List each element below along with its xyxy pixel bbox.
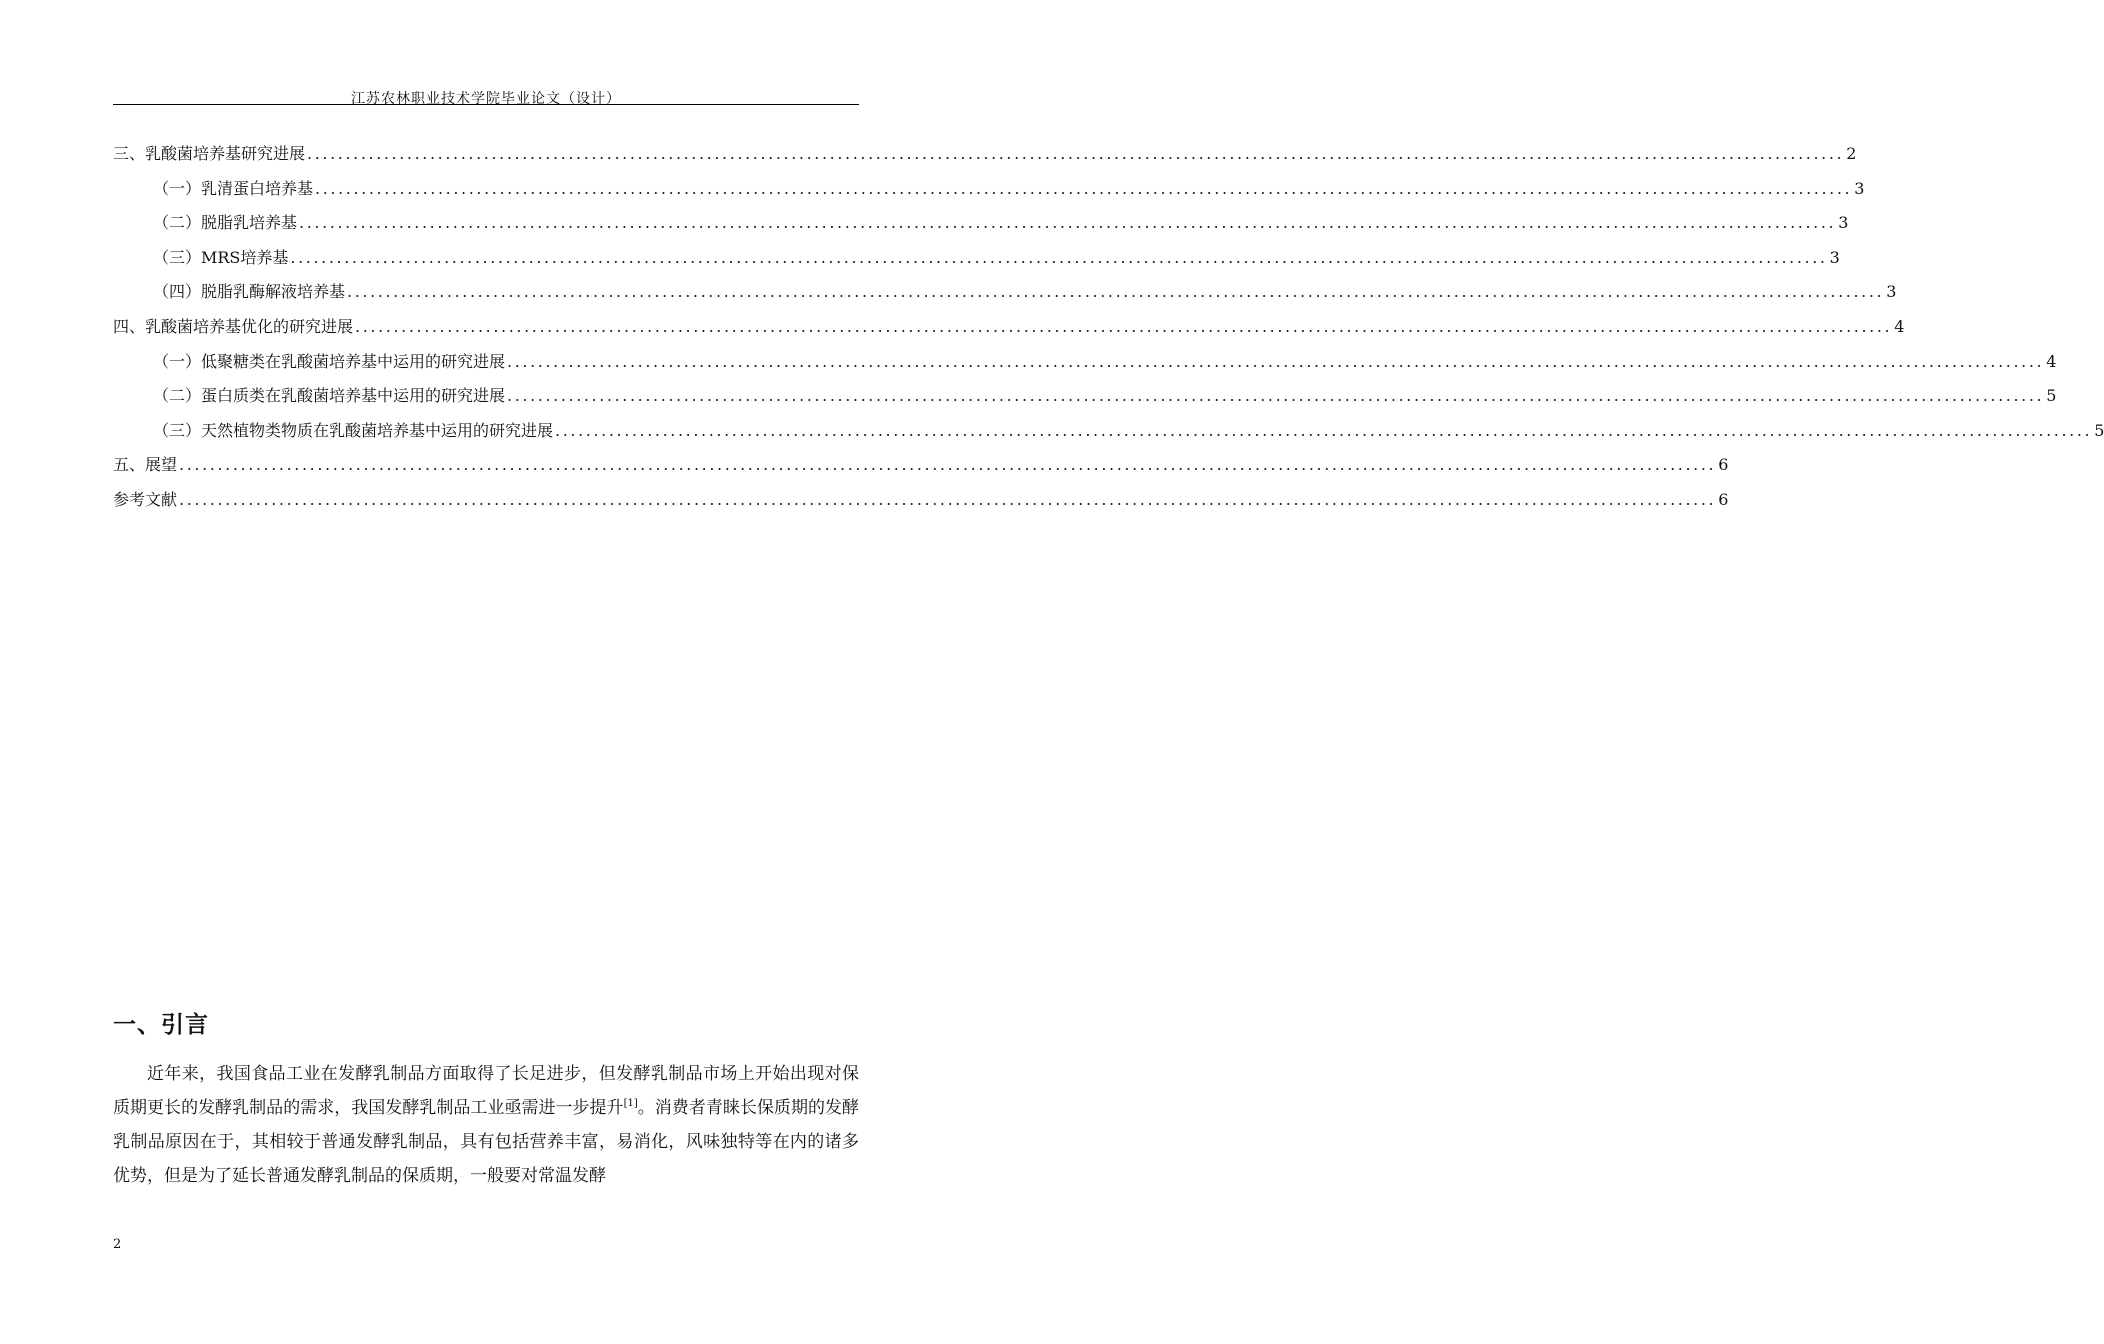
- toc-entry-title: 参考文献: [113, 489, 178, 509]
- toc-entry-title: （三）天然植物类物质在乳酸菌培养基中运用的研究进展: [153, 420, 554, 440]
- toc-entry-title: 三、乳酸菌培养基研究进展: [113, 144, 306, 163]
- toc-entry-title: （二）脱脂乳培养基: [153, 213, 298, 233]
- toc-dot-leader: ........................................................................................................................................................................................................: [507, 386, 2045, 406]
- toc-entry-page: 4: [2046, 351, 2057, 371]
- toc-entry-title: （一）乳清蛋白培养基: [153, 178, 314, 198]
- toc-entry[interactable]: [113, 210, 1849, 245]
- toc-entry[interactable]: [113, 176, 1865, 211]
- toc-dot-leader: ........................................................................................................................................................................................................: [290, 247, 1828, 267]
- toc-entry[interactable]: [113, 452, 1729, 487]
- toc-entry-title: （二）蛋白质类在乳酸菌培养基中运用的研究进展: [153, 386, 506, 406]
- toc-entry-page: 3: [1886, 282, 1897, 302]
- toc-dot-leader: ........................................................................................................................................................................................................: [299, 213, 1837, 233]
- toc-entry[interactable]: [113, 418, 2104, 453]
- toc-dot-leader: ........................................................................................................................................................................................................: [307, 144, 1845, 163]
- toc-entry-page: 3: [1838, 213, 1849, 233]
- toc-entry-page: 3: [1829, 247, 1840, 267]
- page-header: 江苏农林职业技术学院毕业论文（设计）: [351, 91, 621, 107]
- toc-dot-leader: ........................................................................................................................................................................................................: [555, 420, 2093, 440]
- header-rule: [113, 104, 859, 105]
- toc-entry-title: （四）脱脂乳酶解液培养基: [153, 282, 346, 302]
- toc-dot-leader: ........................................................................................................................................................................................................: [355, 316, 1893, 336]
- toc-entry[interactable]: [113, 487, 1729, 522]
- citation-ref[interactable]: [1]: [623, 1098, 638, 1109]
- toc-entry-title: （三）MRS培养基: [153, 247, 289, 267]
- page-number: 2: [113, 1237, 122, 1252]
- toc-dot-leader: ........................................................................................................................................................................................................: [179, 455, 1717, 475]
- toc-entry[interactable]: [113, 383, 2057, 418]
- toc-dot-leader: ........................................................................................................................................................................................................: [507, 351, 2045, 371]
- toc-entry[interactable]: [113, 349, 2057, 384]
- toc-entry-title: 五、展望: [113, 455, 178, 475]
- intro-paragraph: [113, 1057, 859, 1193]
- toc-dot-leader: ........................................................................................................................................................................................................: [315, 178, 1853, 198]
- paragraph-text-continued: 。消费者青睐长保质期的发酵乳制品原因在于，其相较于普通发酵乳制品，具有包括营养丰富，易消化，风味独特等在内的诸多优势，但是为了延长普通发酵乳制品的保质期，一般要对常温发酵: [113, 1098, 859, 1186]
- toc-entry-page: 5: [2046, 386, 2057, 406]
- toc-entry[interactable]: [113, 245, 1840, 280]
- toc-entry-title: （一）低聚糖类在乳酸菌培养基中运用的研究进展: [153, 351, 506, 371]
- toc-entry-page: 5: [2094, 420, 2104, 440]
- toc-entry-page: 6: [1718, 455, 1729, 475]
- toc-entry[interactable]: [113, 141, 1857, 176]
- toc-entry-page: 2: [1846, 144, 1857, 163]
- toc-entry-page: 6: [1718, 489, 1729, 509]
- toc-dot-leader: ........................................................................................................................................................................................................: [347, 282, 1885, 302]
- toc-entry-page: 4: [1894, 316, 1905, 336]
- toc-entry[interactable]: [113, 314, 1905, 349]
- toc-entry-page: 3: [1854, 178, 1865, 198]
- toc-entry-title: 四、乳酸菌培养基优化的研究进展: [113, 316, 354, 336]
- paragraph-text: 近年来，我国食品工业在发酵乳制品方面取得了长足进步，但发酵乳制品市场上开始出现对保质期更长的发酵乳制品的需求，我国发酵乳制品工业亟需进一步提升: [113, 1064, 859, 1118]
- toc-entry[interactable]: [113, 279, 1897, 314]
- toc-dot-leader: ........................................................................................................................................................................................................: [179, 489, 1717, 509]
- section-heading: 一、引言: [113, 1012, 209, 1038]
- table-of-contents: [113, 141, 2104, 522]
